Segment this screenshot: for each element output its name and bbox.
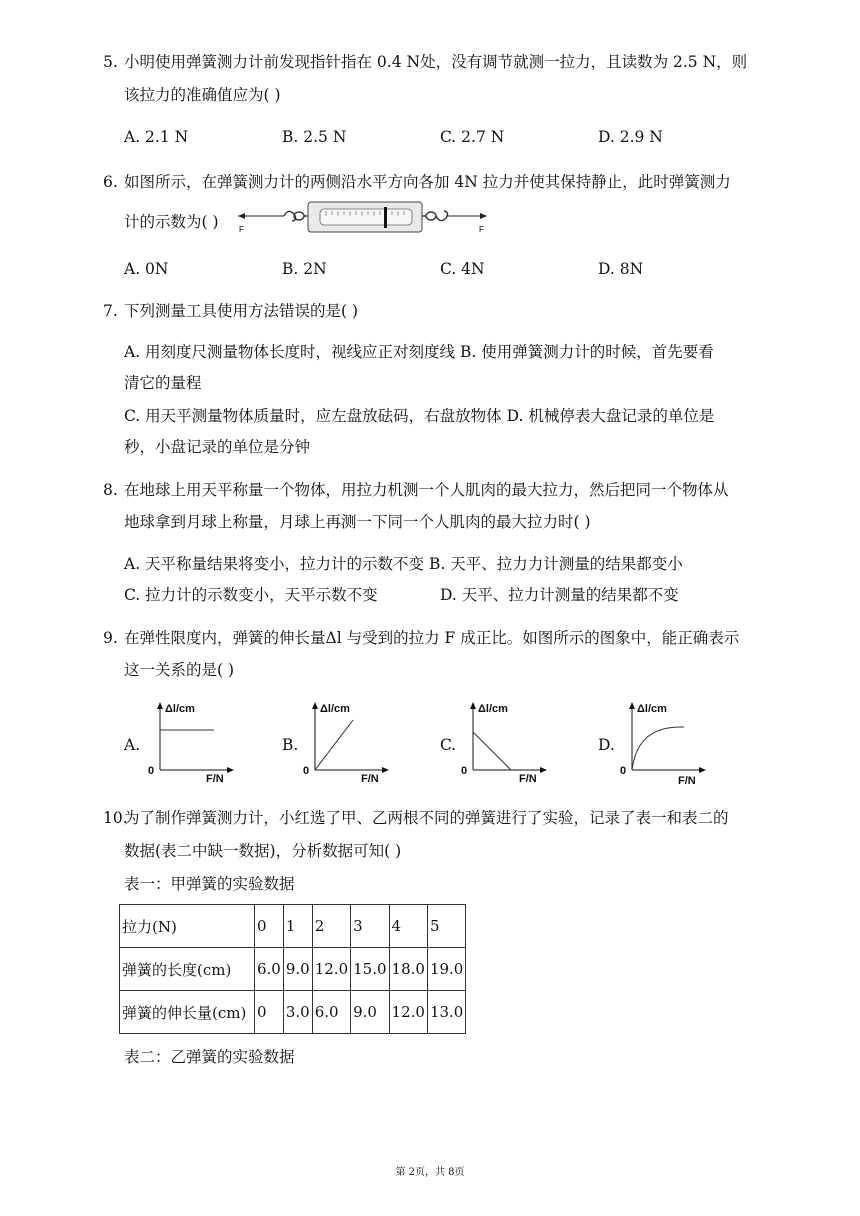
q10-table1-caption: 表一：甲弹簧的实验数据 — [124, 875, 295, 893]
table-cell: 6.0 — [255, 948, 284, 991]
table-cell: 3.0 — [283, 991, 312, 1034]
q9-graph-d-origin: 0 — [620, 765, 627, 777]
q10-stem-line1: 为了制作弹簧测力计，小红选了甲、乙两根不同的弹簧进行了实验，记录了表一和表二的 — [124, 809, 729, 827]
q9-graph-a-y-label: Δl/cm — [165, 703, 195, 715]
q10-stem-line2: 数据(表二中缺一数据)，分析数据可知( ) — [124, 842, 402, 860]
q6-option-d: D. 8N — [598, 260, 644, 278]
right-force-arrow — [446, 213, 487, 219]
q9-graph-d-label: D. — [598, 736, 615, 754]
q8-option-ab: A. 天平称量结果将变小，拉力计的示数不变 B. 天平、拉力力计测量的结果都变小 — [124, 555, 683, 573]
q7-option-cd-line1: C. 用天平测量物体质量时，应左盘放砝码，右盘放物体 D. 机械停表大盘记录的单位是 — [124, 407, 715, 425]
q6-option-a: A. 0N — [124, 260, 169, 278]
table-row — [120, 991, 466, 1034]
q9-graph-c-curve — [473, 732, 511, 770]
table-cell: 0 — [255, 991, 284, 1034]
table-cell: 9.0 — [283, 948, 312, 991]
table-cell: 9.0 — [351, 991, 389, 1034]
table-row — [120, 948, 466, 991]
right-hook — [422, 211, 448, 221]
right-force-label: F — [479, 225, 484, 234]
table-cell: 19.0 — [427, 948, 465, 991]
q9-graph-b-origin: 0 — [303, 765, 310, 777]
q9-graph-c — [459, 698, 549, 784]
q7-option-ab-line1: A. 用刻度尺测量物体长度时，视线应正对刻度线 B. 使用弹簧测力计的时候，首先要看 — [124, 343, 714, 361]
q10-table2-caption: 表二：乙弹簧的实验数据 — [124, 1048, 295, 1066]
q9-number: 9. — [103, 629, 118, 647]
q7-option-b-line2: 清它的量程 — [124, 374, 202, 392]
table-cell: 1 — [283, 905, 312, 948]
q7-number: 7. — [103, 302, 118, 320]
q9-stem-line1: 在弹性限度内，弹簧的伸长量Δl 与受到的拉力 F 成正比。如图所示的图象中，能正确表示 — [124, 629, 740, 647]
q8-number: 8. — [103, 481, 118, 499]
q9-graph-d-x-label: F/N — [678, 775, 696, 786]
scale-pointer — [384, 207, 387, 228]
q8-option-c: C. 拉力计的示数变小，天平示数不变 — [124, 586, 378, 604]
q6-stem-line2: 计的示数为( ) — [124, 213, 219, 231]
table-cell: 12.0 — [389, 991, 427, 1034]
q5-option-a: A. 2.1 N — [124, 128, 189, 146]
q9-graph-c-origin: 0 — [461, 765, 468, 777]
table-cell: 18.0 — [389, 948, 427, 991]
q9-graph-a — [146, 698, 236, 784]
table-cell: 0 — [255, 905, 284, 948]
q5-stem-line1: 小明使用弹簧测力计前发现指针指在 0.4 N处，没有调节就测一拉力，且读数为 2.5 N，则 — [124, 53, 748, 71]
q6-number: 6. — [103, 173, 118, 191]
q5-option-b: B. 2.5 N — [282, 128, 347, 146]
q6-stem-line1: 如图所示，在弹簧测力计的两侧沿水平方向各加 4N 拉力并使其保持静止，此时弹簧测力 — [124, 173, 731, 191]
page-footer: 第 2页，共 8页 — [395, 1167, 465, 1178]
q8-stem-line2: 地球拿到月球上称量，月球上再测一下同一个人肌肉的最大拉力时( ) — [124, 513, 591, 531]
q9-graph-d-curve — [632, 727, 684, 770]
q7-stem-line1: 下列测量工具使用方法错误的是( ) — [124, 302, 359, 320]
left-force-label: F — [239, 225, 244, 234]
q9-graph-b-x-label: F/N — [361, 773, 379, 784]
left-force-arrow — [238, 213, 284, 219]
q6-option-c: C. 4N — [440, 260, 485, 278]
q5-option-d: D. 2.9 N — [598, 128, 663, 146]
left-hook — [284, 211, 308, 221]
q9-stem-line2: 这一关系的是( ) — [124, 661, 235, 679]
q9-graph-c-x-label: F/N — [519, 773, 537, 784]
table-cell: 拉力(N) — [120, 905, 255, 948]
q9-graph-c-y-label: Δl/cm — [478, 703, 508, 715]
q6-option-b: B. 2N — [282, 260, 327, 278]
spring-scale-figure — [236, 196, 490, 238]
table-cell: 弹簧的伸长量(cm) — [120, 991, 255, 1034]
table-cell: 13.0 — [427, 991, 465, 1034]
table-cell: 5 — [427, 905, 465, 948]
q9-graph-c-label: C. — [440, 736, 457, 754]
table-cell: 4 — [389, 905, 427, 948]
table-cell: 15.0 — [351, 948, 389, 991]
table-cell: 6.0 — [312, 991, 350, 1034]
q9-graph-d — [618, 698, 710, 786]
q8-stem-line1: 在地球上用天平称量一个物体，用拉力机测一个人肌肉的最大拉力，然后把同一个物体从 — [124, 481, 729, 499]
q9-graph-a-origin: 0 — [148, 765, 155, 777]
q10-number: 10. — [103, 809, 128, 827]
table-row — [120, 905, 466, 948]
q5-stem-line2: 该拉力的准确值应为( ) — [124, 86, 281, 104]
table-cell: 3 — [351, 905, 389, 948]
q9-graph-d-y-label: Δl/cm — [637, 703, 667, 715]
q9-graph-b — [301, 698, 391, 784]
spring-scale-body — [308, 202, 422, 232]
table-cell: 弹簧的长度(cm) — [120, 948, 255, 991]
q10-table1 — [119, 904, 466, 1034]
q9-graph-a-label: A. — [124, 736, 141, 754]
table-cell: 12.0 — [312, 948, 350, 991]
q7-option-d-line2: 秒，小盘记录的单位是分钟 — [124, 438, 311, 456]
q9-graph-a-x-label: F/N — [206, 773, 224, 784]
q9-graph-b-label: B. — [282, 736, 299, 754]
q8-option-d: D. 天平、拉力计测量的结果都不变 — [440, 586, 679, 604]
q5-number: 5. — [103, 53, 118, 71]
q9-graph-b-curve — [315, 720, 353, 770]
q5-option-c: C. 2.7 N — [440, 128, 505, 146]
table-cell: 2 — [312, 905, 350, 948]
q9-graph-b-y-label: Δl/cm — [320, 703, 350, 715]
